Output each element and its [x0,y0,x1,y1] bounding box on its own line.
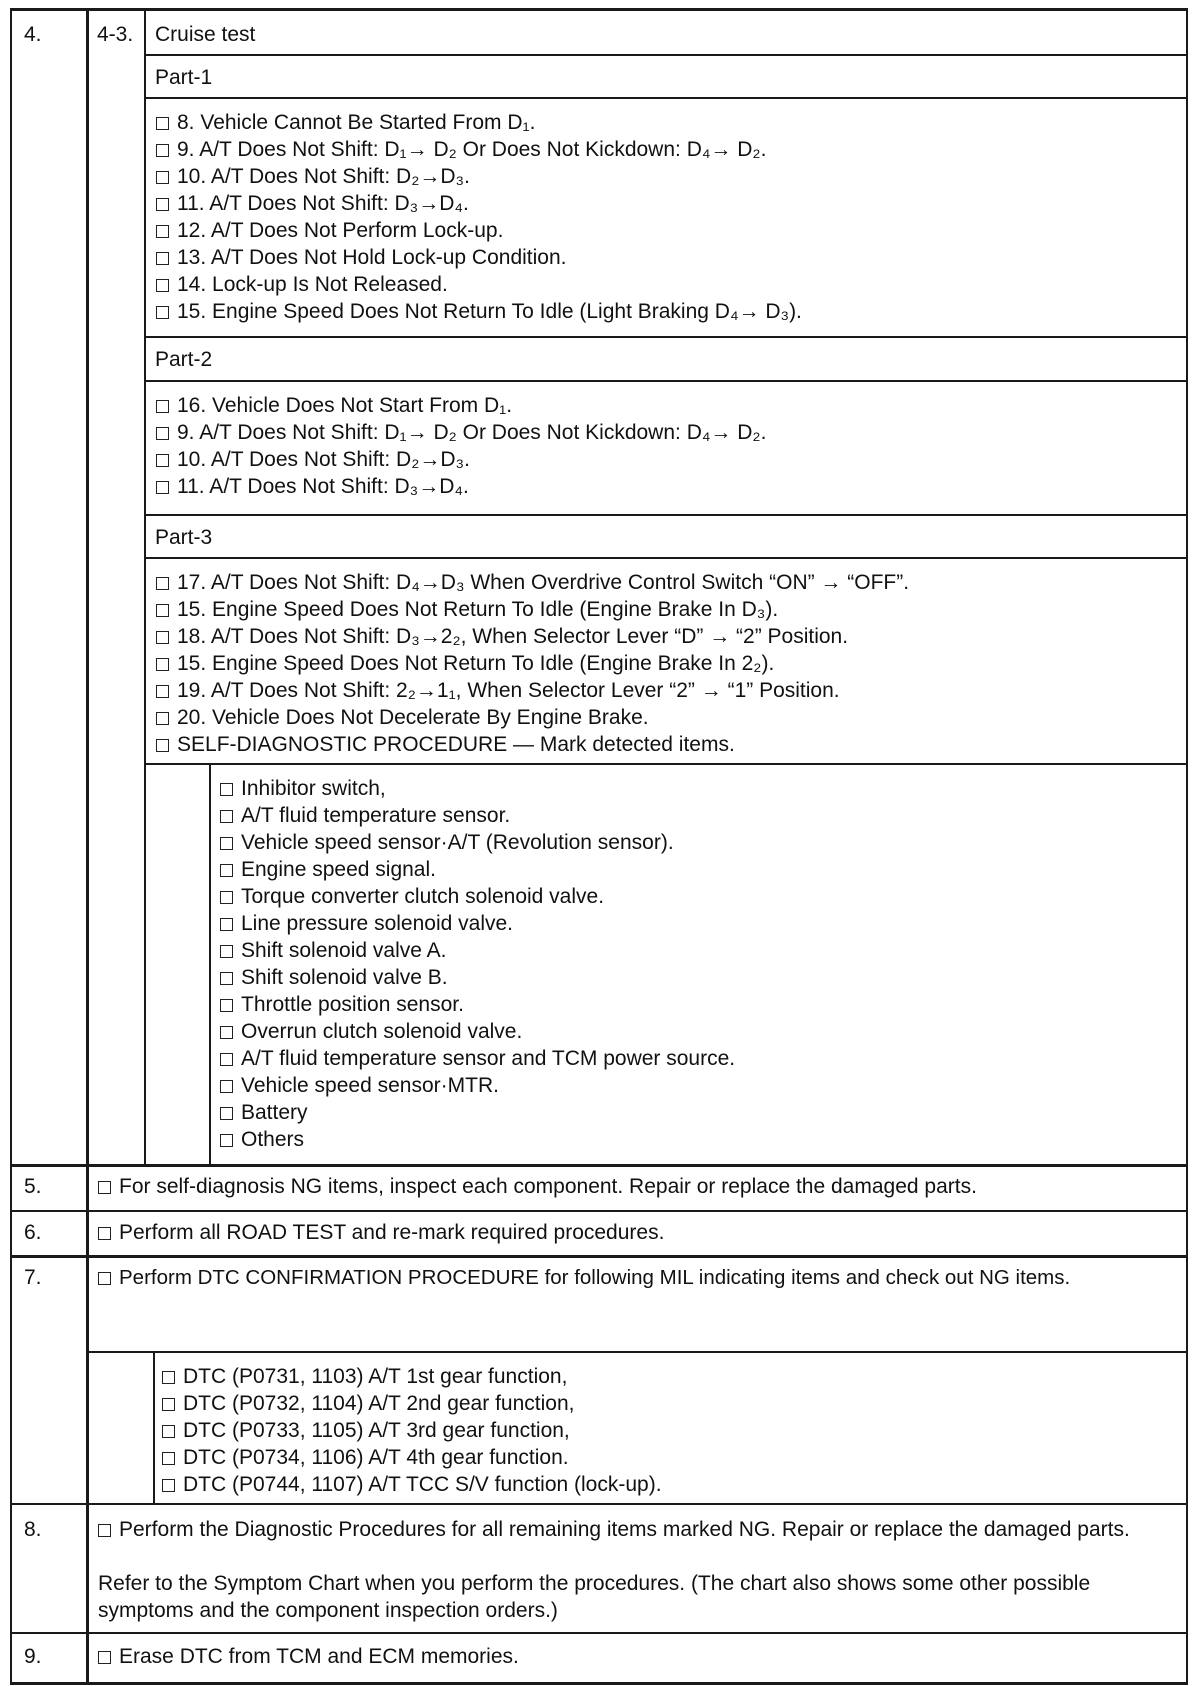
checklist-item[interactable] [156,163,802,190]
item-text: 12. A/T Does Not Perform Lock-up. [177,219,504,242]
checklist-item[interactable] [156,623,909,650]
checkbox[interactable] [162,1371,175,1384]
step-number-9: 9. [24,1645,42,1668]
item-text: DTC (P0732, 1104) A/T 2nd gear function, [183,1392,575,1415]
item-text: DTC (P0734, 1106) A/T 4th gear function. [183,1446,569,1469]
step-5-item[interactable] [98,1173,977,1200]
checkbox[interactable] [98,1272,111,1285]
checkbox[interactable] [156,198,169,211]
checkbox[interactable] [156,306,169,319]
checkbox[interactable] [220,864,233,877]
checkbox[interactable] [220,1026,233,1039]
item-text: 10. A/T Does Not Shift: D₂→D₃. [177,165,470,188]
checkbox[interactable] [98,1651,111,1664]
checkbox[interactable] [156,117,169,130]
item-text: 9. A/T Does Not Shift: D₁→ D₂ Or Does Not Kickdown: D₄→ D₂. [177,138,767,161]
item-text: 15. Engine Speed Does Not Return To Idle (Engine Brake In D₃). [177,598,779,621]
item-text: Vehicle speed sensor·A/T (Revolution sensor). [241,831,674,854]
checkbox[interactable] [162,1398,175,1411]
item-text: A/T fluid temperature sensor and TCM power source. [241,1047,736,1070]
checklist-item[interactable] [156,217,802,244]
checkbox[interactable] [156,712,169,725]
checkbox[interactable] [156,279,169,292]
step-number-6: 6. [24,1221,42,1244]
step-6-item[interactable] [98,1219,664,1246]
checkbox[interactable] [156,454,169,467]
checklist-item[interactable] [156,704,909,731]
item-text: 14. Lock-up Is Not Released. [177,273,448,296]
checklist-item[interactable] [156,298,802,325]
item-text: 16. Vehicle Does Not Start From D₁. [177,394,513,417]
checklist-item[interactable] [220,1045,735,1072]
checklist-item[interactable] [220,829,735,856]
checklist-item[interactable] [162,1417,662,1444]
item-text: Shift solenoid valve B. [241,966,448,989]
item-text: 9. A/T Does Not Shift: D₁→ D₂ Or Does Not Kickdown: D₄→ D₂. [177,421,767,444]
checklist-item[interactable] [156,190,802,217]
item-text: Perform DTC CONFIRMATION PROCEDURE for following MIL indicating items and check out NG items. [119,1266,1071,1289]
checklist-item[interactable] [220,964,735,991]
item-text: 8. Vehicle Cannot Be Started From D₁. [177,111,536,134]
part-1-list [156,109,802,325]
checkbox[interactable] [156,481,169,494]
checklist-item[interactable] [156,473,766,500]
item-text: Torque converter clutch solenoid valve. [241,885,605,908]
checklist-item[interactable] [156,109,802,136]
checkbox[interactable] [156,171,169,184]
checkbox[interactable] [220,1134,233,1147]
item-text: 11. A/T Does Not Shift: D₃→D₄. [177,192,469,215]
checkbox[interactable] [220,999,233,1012]
step-number-8: 8. [24,1518,42,1541]
checklist-item[interactable] [156,446,766,473]
item-text: A/T fluid temperature sensor. [241,804,511,827]
checkbox[interactable] [220,810,233,823]
checkbox[interactable] [220,945,233,958]
checklist-item[interactable] [220,910,735,937]
step-8-note: Refer to the Symptom Chart when you perform the procedures. (The chart also shows some other possible symptoms and the component inspection orders.) [98,1572,1091,1622]
checklist-item[interactable] [156,271,802,298]
checkbox[interactable] [156,685,169,698]
checklist-item[interactable] [156,596,909,623]
checklist-item[interactable] [220,1018,735,1045]
checklist-item[interactable] [162,1444,662,1471]
part-3-list [156,569,909,758]
checklist-item[interactable] [220,991,735,1018]
checkbox[interactable] [98,1524,111,1537]
checklist-item[interactable] [162,1471,662,1498]
item-text: 18. A/T Does Not Shift: D₃→2₂, When Selector Lever “D” → “2” Position. [177,625,849,648]
checkbox[interactable] [156,739,169,752]
item-text: 13. A/T Does Not Hold Lock-up Condition. [177,246,567,269]
item-text: DTC (P0731, 1103) A/T 1st gear function, [183,1365,568,1388]
checkbox[interactable] [220,1107,233,1120]
checkbox[interactable] [220,837,233,850]
checklist-item[interactable] [156,244,802,271]
checklist-item[interactable] [220,802,735,829]
checkbox[interactable] [156,631,169,644]
checklist-item[interactable] [156,392,766,419]
checkbox[interactable] [162,1425,175,1438]
checklist-item[interactable] [220,1126,735,1153]
cruise-test-title: Cruise test [155,23,256,46]
item-text: 15. Engine Speed Does Not Return To Idle (Engine Brake In 2₂). [177,652,775,675]
item-text: Line pressure solenoid valve. [241,912,513,935]
item-text: Erase DTC from TCM and ECM memories. [119,1645,519,1668]
part-2-label: Part-2 [155,348,213,371]
checklist-item[interactable] [156,419,766,446]
checkbox[interactable] [98,1181,111,1194]
item-text: Battery [241,1101,308,1124]
checklist-table [10,8,1188,1684]
checkbox[interactable] [162,1479,175,1492]
checklist-item[interactable] [156,677,909,704]
item-text: 20. Vehicle Does Not Decelerate By Engine Brake. [177,706,649,729]
substep-number-4-3: 4-3. [97,23,134,46]
item-text: Engine speed signal. [241,858,436,881]
item-text: Perform the Diagnostic Procedures for all remaining items marked NG. Repair or replace the damaged parts. [119,1518,1130,1541]
checkbox[interactable] [156,225,169,238]
step-8-item[interactable] [98,1516,1178,1543]
item-text: Overrun clutch solenoid valve. [241,1020,523,1043]
item-text: 10. A/T Does Not Shift: D₂→D₃. [177,448,470,471]
step-number-5: 5. [24,1175,42,1198]
checklist-item[interactable] [220,856,735,883]
item-text: Others [241,1128,305,1151]
dtc-list [162,1363,662,1498]
step-number-7: 7. [24,1266,42,1289]
item-text: 11. A/T Does Not Shift: D₃→D₄. [177,475,469,498]
part-3-label: Part-3 [155,526,213,549]
checklist-item[interactable] [220,937,735,964]
item-text: Vehicle speed sensor·MTR. [241,1074,499,1097]
checkbox[interactable] [162,1452,175,1465]
checklist-item[interactable] [220,1072,735,1099]
item-text: SELF-DIAGNOSTIC PROCEDURE — Mark detected items. [177,733,735,756]
item-text: For self-diagnosis NG items, inspect each component. Repair or replace the damaged parts. [119,1175,977,1198]
self-diagnostic-list [220,775,735,1153]
checklist-item[interactable] [156,650,909,677]
item-text: Perform all ROAD TEST and re-mark required procedures. [119,1221,665,1244]
item-text: 19. A/T Does Not Shift: 2₂→1₁, When Selector Lever “2” → “1” Position. [177,679,840,702]
checkbox[interactable] [156,577,169,590]
step-9-item[interactable] [98,1643,519,1670]
checkbox[interactable] [156,252,169,265]
checkbox[interactable] [156,400,169,413]
checklist-item[interactable] [156,731,909,758]
checkbox[interactable] [220,972,233,985]
checklist-item[interactable] [220,775,735,802]
checkbox[interactable] [220,1080,233,1093]
checkbox[interactable] [156,604,169,617]
checkbox[interactable] [156,144,169,157]
checklist-item[interactable] [162,1390,662,1417]
item-text: Inhibitor switch, [241,777,386,800]
checkbox[interactable] [98,1227,111,1240]
checkbox[interactable] [220,891,233,904]
checkbox[interactable] [220,918,233,931]
checklist-item[interactable] [156,136,802,163]
item-text: DTC (P0744, 1107) A/T TCC S/V function (lock-up). [183,1473,662,1496]
item-text: DTC (P0733, 1105) A/T 3rd gear function, [183,1419,570,1442]
checklist-item[interactable] [156,569,909,596]
item-text: Shift solenoid valve A. [241,939,447,962]
checkbox[interactable] [220,1053,233,1066]
checklist-item[interactable] [162,1363,662,1390]
checkbox[interactable] [156,658,169,671]
step-7-item[interactable] [98,1264,1070,1291]
checklist-item[interactable] [220,1099,735,1126]
part-1-label: Part-1 [155,66,213,89]
item-text: 15. Engine Speed Does Not Return To Idle (Light Braking D₄→ D₃). [177,300,802,323]
checkbox[interactable] [156,427,169,440]
step-number-4: 4. [24,23,42,46]
checklist-item[interactable] [220,883,735,910]
part-2-list [156,392,766,500]
item-text: Throttle position sensor. [241,993,464,1016]
item-text: 17. A/T Does Not Shift: D₄→D₃ When Overdrive Control Switch “ON” → “OFF”. [177,571,910,594]
checkbox[interactable] [220,783,233,796]
